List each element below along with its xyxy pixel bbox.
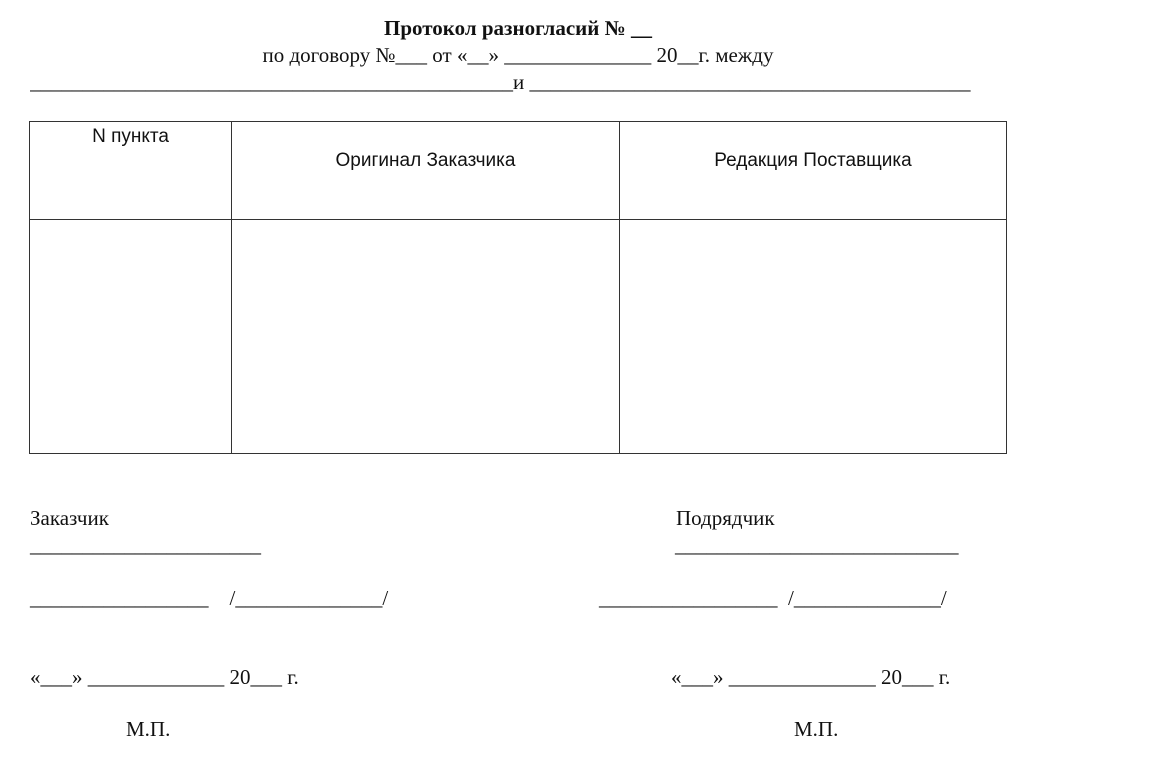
contractor-stamp-label: М.П. <box>794 717 839 741</box>
contract-reference-line: по договору №___ от «__» ______________ 20__г. между <box>262 43 774 67</box>
contractor-label: Подрядчик <box>676 506 775 530</box>
clause-number-cell[interactable] <box>30 220 232 454</box>
contractor-date-line: «___» ______________ 20___ г. <box>671 665 951 689</box>
table-row <box>30 220 1007 454</box>
document-title: Протокол разногласий № __ <box>384 16 652 40</box>
customer-stamp-label: М.П. <box>126 717 171 741</box>
customer-original-cell[interactable] <box>232 220 620 454</box>
column-header-customer-original: Оригинал Заказчика <box>232 122 620 220</box>
supplier-version-cell[interactable] <box>620 220 1007 454</box>
table-header-row <box>30 122 1007 220</box>
contractor-name-line: ___________________________ <box>675 533 959 557</box>
contractor-signature-line: _________________ /______________/ <box>599 586 947 610</box>
parties-line: ______________________________________________и __________________________________________ <box>30 70 971 94</box>
column-header-supplier-version: Редакция Поставщика <box>620 122 1007 220</box>
customer-date-line: «___» _____________ 20___ г. <box>30 665 299 689</box>
customer-label: Заказчик <box>30 506 109 530</box>
column-header-clause-number: N пункта <box>30 122 232 220</box>
disagreements-table <box>29 121 1007 454</box>
customer-name-line: ______________________ <box>30 533 261 557</box>
customer-signature-line: _________________ /______________/ <box>30 586 389 610</box>
